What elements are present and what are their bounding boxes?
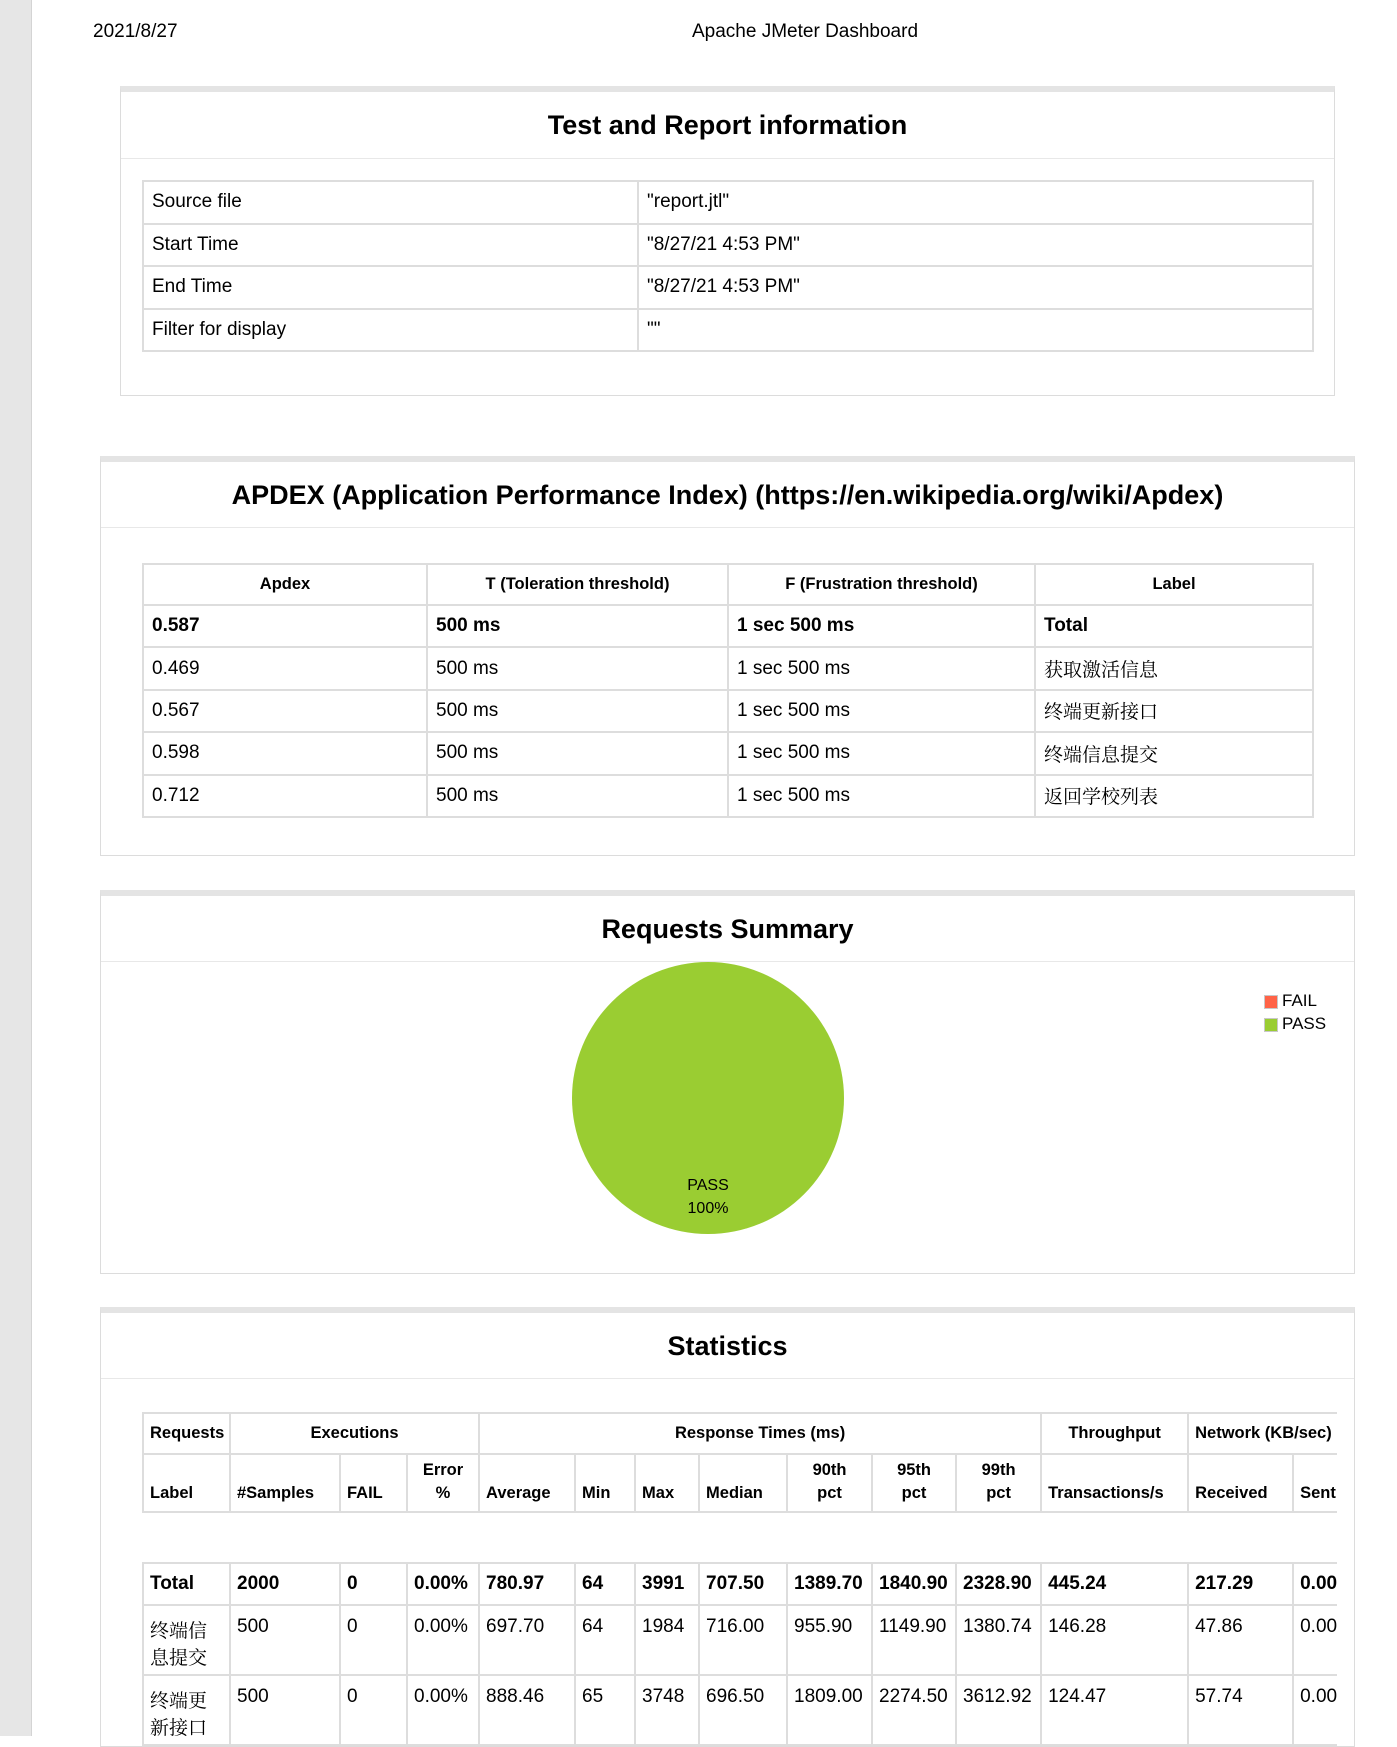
- info-value: "report.jtl": [638, 181, 1313, 224]
- cell-average: 697.70: [479, 1605, 575, 1675]
- col-header-p99-line2: pct: [986, 1484, 1011, 1502]
- cell-samples: 500: [230, 1605, 340, 1675]
- cell-average: 780.97: [479, 1563, 575, 1605]
- cell-median: 707.50: [699, 1563, 787, 1605]
- cell-tps: 124.47: [1041, 1675, 1188, 1745]
- apdex-t: 500 ms: [427, 732, 728, 774]
- apdex-label: 获取激活信息: [1035, 647, 1313, 689]
- statistics-table-scroll[interactable]: [142, 1412, 1337, 1747]
- test-info-heading: Test and Report information: [121, 92, 1334, 159]
- cell-error: 0.00%: [407, 1605, 479, 1675]
- cell-label: Total: [143, 1563, 230, 1605]
- cell-sent: 0.00: [1293, 1675, 1337, 1745]
- apdex-col-header[interactable]: Apdex: [143, 564, 427, 605]
- apdex-value: 0.567: [143, 690, 427, 732]
- col-header-samples[interactable]: #Samples: [230, 1454, 340, 1512]
- apdex-label: 返回学校列表: [1035, 775, 1313, 817]
- apdex-label: 终端更新接口: [1035, 690, 1313, 732]
- apdex-f: 1 sec 500 ms: [728, 647, 1035, 689]
- apdex-value: 0.469: [143, 647, 427, 689]
- test-info-table: [142, 180, 1314, 352]
- apdex-col-header[interactable]: F (Frustration threshold): [728, 564, 1035, 605]
- col-header-p99-line1: 99th: [981, 1461, 1016, 1479]
- col-header-p95[interactable]: [872, 1454, 956, 1512]
- apdex-f: 1 sec 500 ms: [728, 732, 1035, 774]
- print-title: Apache JMeter Dashboard: [692, 21, 919, 42]
- apdex-value: 0.587: [143, 605, 427, 647]
- cell-max: 1984: [635, 1605, 699, 1675]
- legend-swatch-fail: [1264, 995, 1278, 1009]
- col-header-sent[interactable]: Sent: [1293, 1454, 1337, 1512]
- info-label: Start Time: [143, 224, 638, 267]
- cell-samples: 2000: [230, 1563, 340, 1605]
- col-header-received[interactable]: Received: [1188, 1454, 1293, 1512]
- col-header-error-line2: %: [435, 1484, 451, 1502]
- cell-p95: 2274.50: [872, 1675, 956, 1745]
- legend-swatch-pass: [1264, 1018, 1278, 1032]
- cell-max: 3748: [635, 1675, 699, 1745]
- apdex-label: 终端信息提交: [1035, 732, 1313, 774]
- legend-label: FAIL: [1282, 991, 1317, 1010]
- group-header-response-times: Response Times (ms): [479, 1413, 1041, 1454]
- apdex-value: 0.598: [143, 732, 427, 774]
- apdex-value: 0.712: [143, 775, 427, 817]
- pie-slice-percent: 100%: [687, 1200, 729, 1217]
- cell-fail: 0: [340, 1675, 407, 1745]
- apdex-f: 1 sec 500 ms: [728, 775, 1035, 817]
- cell-received: 47.86: [1188, 1605, 1293, 1675]
- col-header-error[interactable]: [407, 1454, 479, 1512]
- page-gutter: [0, 0, 32, 1736]
- info-row: [143, 309, 1313, 352]
- col-header-min[interactable]: Min: [575, 1454, 635, 1512]
- col-header-median[interactable]: Median: [699, 1454, 787, 1512]
- info-value: "8/27/21 4:53 PM": [638, 224, 1313, 267]
- col-header-error-line1: Error: [422, 1461, 464, 1479]
- group-header-requests: Requests: [143, 1413, 230, 1454]
- col-header-p90-line1: 90th: [812, 1461, 847, 1479]
- pie-legend: [1264, 989, 1326, 1035]
- cell-min: 64: [575, 1563, 635, 1605]
- cell-samples: 500: [230, 1675, 340, 1745]
- table-spacer: [143, 1512, 1337, 1563]
- cell-median: 716.00: [699, 1605, 787, 1675]
- apdex-t: 500 ms: [427, 605, 728, 647]
- apdex-row: [143, 775, 1313, 817]
- cell-p99: 1380.74: [956, 1605, 1041, 1675]
- col-header-p95-line2: pct: [901, 1484, 927, 1502]
- cell-error: 0.00%: [407, 1563, 479, 1605]
- col-header-tps[interactable]: Transactions/s: [1041, 1454, 1188, 1512]
- cell-p99: 3612.92: [956, 1675, 1041, 1745]
- cell-fail: 0: [340, 1563, 407, 1605]
- col-header-p90[interactable]: [787, 1454, 872, 1512]
- pie-slice-label: PASS: [687, 1177, 729, 1194]
- cell-median: 696.50: [699, 1675, 787, 1745]
- apdex-col-header[interactable]: T (Toleration threshold): [427, 564, 728, 605]
- cell-received: 57.74: [1188, 1675, 1293, 1745]
- legend-item-fail[interactable]: [1264, 989, 1326, 1012]
- stats-row: [143, 1605, 1337, 1675]
- apdex-row: [143, 647, 1313, 689]
- cell-p95: 1840.90: [872, 1563, 956, 1605]
- cell-sent: 0.00: [1293, 1605, 1337, 1675]
- info-value: "8/27/21 4:53 PM": [638, 266, 1313, 309]
- apdex-f: 1 sec 500 ms: [728, 605, 1035, 647]
- info-row: [143, 181, 1313, 224]
- col-header-average[interactable]: Average: [479, 1454, 575, 1512]
- apdex-t: 500 ms: [427, 647, 728, 689]
- print-date: 2021/8/27: [93, 21, 178, 42]
- legend-item-pass[interactable]: [1264, 1012, 1326, 1035]
- cell-tps: 146.28: [1041, 1605, 1188, 1675]
- col-header-label[interactable]: Label: [143, 1454, 230, 1512]
- stats-row: [143, 1675, 1337, 1745]
- cell-label: 终端更新接口: [143, 1675, 230, 1745]
- apdex-row: [143, 732, 1313, 774]
- info-label: Filter for display: [143, 309, 638, 352]
- info-label: Source file: [143, 181, 638, 224]
- cell-p90: 955.90: [787, 1605, 872, 1675]
- apdex-f: 1 sec 500 ms: [728, 690, 1035, 732]
- info-row: [143, 224, 1313, 267]
- cell-tps: 445.24: [1041, 1563, 1188, 1605]
- apdex-t: 500 ms: [427, 775, 728, 817]
- cell-received: 217.29: [1188, 1563, 1293, 1605]
- cell-error: 0.00%: [407, 1675, 479, 1745]
- col-header-p90-line2: pct: [817, 1484, 842, 1502]
- cell-sent: 0.00: [1293, 1563, 1337, 1605]
- cell-label: 终端信息提交: [143, 1605, 230, 1675]
- info-value: "": [638, 309, 1313, 352]
- apdex-table: [142, 563, 1314, 818]
- test-info-panel: [120, 86, 1335, 396]
- apdex-total-row: [143, 605, 1313, 647]
- group-header-throughput: Throughput: [1041, 1413, 1188, 1454]
- cell-p99: 2328.90: [956, 1563, 1041, 1605]
- apdex-heading: APDEX (Application Performance Index) (https://en.wikipedia.org/wiki/Apdex): [101, 462, 1354, 528]
- group-header-network: Network (KB/sec): [1188, 1413, 1337, 1454]
- cell-min: 64: [575, 1605, 635, 1675]
- group-header-executions: Executions: [230, 1413, 479, 1454]
- cell-max: 3991: [635, 1563, 699, 1605]
- info-row: [143, 266, 1313, 309]
- requests-summary-panel: [100, 890, 1355, 1274]
- legend-label: PASS: [1282, 1014, 1327, 1033]
- cell-p90: 1389.70: [787, 1563, 872, 1605]
- statistics-heading: Statistics: [101, 1313, 1354, 1379]
- col-header-p99[interactable]: [956, 1454, 1041, 1512]
- cell-min: 65: [575, 1675, 635, 1745]
- apdex-label: Total: [1035, 605, 1313, 647]
- statistics-panel: [100, 1307, 1355, 1747]
- cell-average: 888.46: [479, 1675, 575, 1745]
- info-label: End Time: [143, 266, 638, 309]
- col-header-max[interactable]: Max: [635, 1454, 699, 1512]
- stats-total-row: [143, 1563, 1337, 1605]
- apdex-row: [143, 690, 1313, 732]
- requests-summary-heading: Requests Summary: [101, 896, 1354, 962]
- cell-p95: 1149.90: [872, 1605, 956, 1675]
- cell-fail: 0: [340, 1605, 407, 1675]
- col-header-p95-line1: 95th: [897, 1461, 931, 1479]
- col-header-fail[interactable]: FAIL: [340, 1454, 407, 1512]
- cell-p90: 1809.00: [787, 1675, 872, 1745]
- apdex-t: 500 ms: [427, 690, 728, 732]
- apdex-col-header[interactable]: Label: [1035, 564, 1313, 605]
- requests-pie-chart: [101, 962, 1354, 1274]
- apdex-panel: [100, 456, 1355, 856]
- statistics-table: [142, 1412, 1337, 1746]
